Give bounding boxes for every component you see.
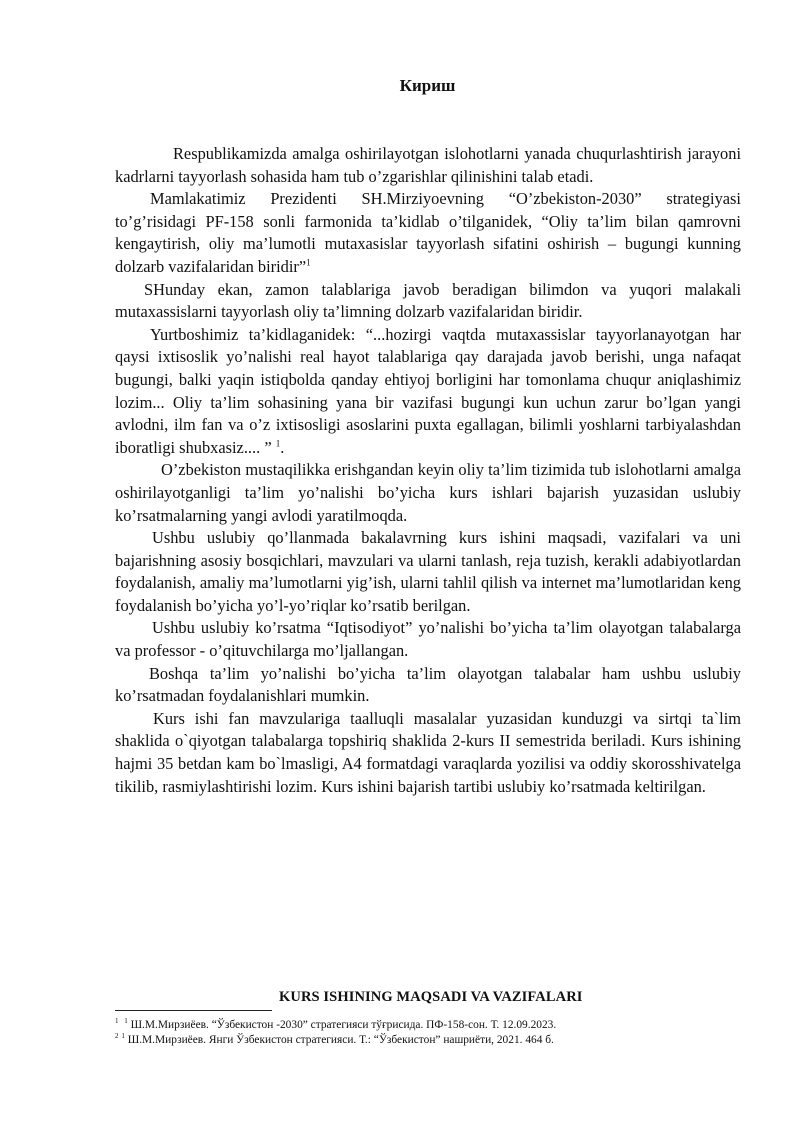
footnote [115, 1033, 755, 1048]
footnote-reference: 1 [275, 438, 281, 449]
paragraph-text: O’zbekiston mustaqilikka erishgandan keyin oliy ta’lim tizimida tub islohotlarni amalga oshirilayotganligi ta’lim yo’nalishi bo’yicha kurs ishlari bajarish yuzasidan uslubiy ko’rsatmalarning yangi avlodi yaratilmoqda. [115, 460, 741, 525]
paragraph [115, 663, 741, 708]
paragraph [115, 527, 741, 617]
footnote-number: 1 [115, 1017, 119, 1026]
paragraph-text: Yurtboshimiz ta’kidlaganidek: “...hozirgi vaqtda mutaxassislar tayyorlanayotgan har qaysi ixtisoslik yo’nalishi real hayot talablariga qay darajada javob berishi, unga nafaqat bugungi, balki yaqin istiqbolda qanday ehtiyoj borligini har tomonlama chuqur aniqlashimiz lozim... Oliy ta’lim sohasining yana bir vazifasi bugungi kun uchun zarur bo’lgan yangi avlodni, ilm fan va o’z ixtisosligi asoslarini puxta egallagan, bilimli yoshlarni tarbiyalashdan iboratligi shubxasiz.... ” [115, 324, 741, 457]
paragraph-tail: . [280, 437, 285, 457]
paragraph-text: Kurs ishi fan mavzulariga taalluqli masalalar yuzasidan kunduzgi va sirtqi ta`lim shaklida o`qiyotgan talabalarga topshiriq shaklida 2-kurs II semestrida beriladi. Kurs ishining hajmi 35 betdan kam bo`lmasligi, A4 formatdagi varaqlarda yozilisi va oddiy skorosshivatelga tikilib, rasmiylashtirishi lozim. Kurs ishini bajarish tartibi uslubiy ko’rsatmada keltirilgan. [115, 708, 741, 796]
paragraph [115, 459, 741, 527]
footnote [115, 1018, 755, 1033]
paragraph [115, 188, 741, 278]
paragraph-text: SHunday ekan, zamon talablariga javob beradigan bilimdon va yuqori malakali mutaxassislarni tayyorlash oliy ta’limning dolzarb vazifalaridan biridir. [115, 279, 741, 322]
paragraph [115, 279, 741, 324]
paragraph [115, 617, 741, 662]
paragraph-text: Ushbu uslubiy qo’llanmada bakalavrning kurs ishini maqsadi, vazifalari va uni bajarishning asosiy bosqichlari, mavzulari va ularni tanlash, reja tuzish, kerakli adabiyotlardan foydalanish, amaliy ma’lumotlarni yig’ish, ularni tahlil qilish va internet ma’lumotlaridan keng foydalanish bo’yicha yo’l-yo’riqlar ko’rsatib berilgan. [115, 528, 741, 615]
footnote-reference: 1 [121, 1032, 125, 1041]
footnote-separator [115, 1010, 272, 1011]
paragraph-text: Boshqa ta’lim yo’nalishi bo’yicha ta’lim olayotgan talabalar ham ushbu uslubiy ko’rsatmadan foydalanishlari mumkin. [115, 663, 741, 706]
paragraph-text: Ushbu uslubiy ko’rsatma “Iqtisodiyot” yo’nalishi bo’yicha ta’lim olayotgan talabalarga va professor - o’qituvchilarga mo’ljallangan. [115, 618, 741, 661]
paragraph-text: Respublikamizda amalga oshirilayotgan islohotlarni yanada chuqurlashtirish jarayoni kadrlarni tayyorlash sohasida ham tub o’zgarishlar qilinishini talab etadi. [115, 144, 741, 186]
page-title: Кириш [399, 76, 456, 95]
section-heading: KURS ISHINING MAQSADI VA VAZIFALARI [279, 989, 583, 1005]
paragraph-text: Mamlakatimiz Prezidenti SH.Mirziyoevning “O’zbekiston-2030” strategiyasi to’g’risidagi PF-158 sonli farmonida ta’kidlab o’tilganidek, “Oliy ta’lim bilan qamrovni kengaytirish, oliy ma’lumotli mutaxasislar tayyorlash sifatini oshirish – bugungi kunning dolzarb vazifalaridan biridir” [115, 189, 741, 276]
footnote-reference: 1 [124, 1017, 128, 1026]
footnote-number: 2 [115, 1032, 119, 1041]
footnotes [115, 1018, 755, 1048]
paragraph [115, 708, 741, 798]
footnote-text: Ш.М.Мирзиёев. “Ўзбекистон -2030” стратегияси тўғрисида. ПФ-158-сон. Т. 12.09.2023. [130, 1019, 557, 1031]
paragraph [115, 324, 741, 460]
paragraph [115, 143, 741, 188]
footnote-text: Ш.М.Мирзиёев. Янги Ўзбекистон стратегияси. Т.: “Ўзбекистон” нашриёти, 2021. 464 б. [127, 1034, 554, 1046]
body-text [115, 143, 741, 798]
footnote-reference: 1 [306, 257, 311, 268]
